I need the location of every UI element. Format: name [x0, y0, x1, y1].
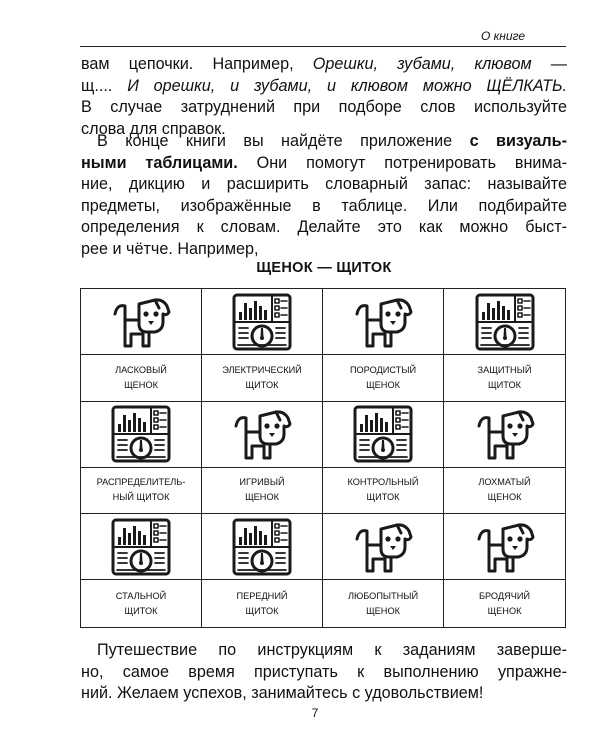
cell-caption [81, 354, 201, 401]
caption-line: НЫЙ ЩИТОК [112, 492, 170, 503]
caption-line: ЩЕНОК [487, 605, 522, 616]
table-cell [444, 289, 565, 402]
header-rule [80, 46, 566, 47]
table-cell [323, 289, 444, 402]
caption-line: ЩЕНОК [366, 379, 400, 390]
text-line: определения к словам. Делайте это как можно быст- [81, 218, 567, 237]
caption-line: ЗАЩИТНЫЙ [477, 364, 532, 375]
caption-line: ПОРОДИСТЫЙ [349, 364, 417, 375]
visual-table [80, 288, 566, 628]
caption-line: ЩИТОК [488, 379, 521, 390]
caption-line: ЩЕНОК [366, 605, 400, 616]
text-line: ными таблицами. Они помогут потренировать внима- [81, 153, 567, 172]
control-panel-icon [323, 402, 443, 467]
caption-line: ЩИТОК [245, 379, 279, 390]
text-line: но, самое время приступать к выполнению упражне- [81, 662, 567, 681]
caption-line: ЩЕНОК [124, 379, 158, 390]
caption-line: ЩИТОК [124, 605, 158, 616]
cell-caption [323, 354, 443, 401]
puppy-icon [444, 402, 565, 467]
puppy-icon [444, 514, 565, 579]
table-cell [81, 289, 202, 402]
control-panel-icon [444, 289, 565, 354]
cell-caption [202, 467, 322, 514]
text-line: ний. Желаем успехов, занимайтесь с удовольствием! [81, 684, 484, 703]
caption-line: ЛОХМАТЫЙ [478, 477, 531, 488]
caption-line: ЩЕНОК [245, 492, 279, 503]
table-cell [323, 402, 444, 515]
puppy-icon [81, 289, 201, 354]
header-title: О книге [480, 29, 526, 43]
cell-caption [323, 467, 443, 514]
control-panel-icon [202, 289, 322, 354]
table-cell [202, 289, 323, 402]
table-cell [202, 514, 323, 627]
caption-line: ЩЕНОК [487, 492, 522, 503]
table-cell [444, 402, 565, 515]
caption-line: БРОДЯЧИЙ [478, 590, 531, 601]
text-line: В случае затруднений при подборе слов используйте [81, 98, 567, 117]
text-line: рее и чётче. Например, [81, 239, 259, 258]
text-line: В конце книги вы найдёте приложение с визуаль- [97, 132, 567, 150]
caption-line: ЩИТОК [245, 605, 279, 616]
running-header [0, 29, 568, 43]
table-cell [444, 514, 565, 627]
caption-line: ПЕРЕДНИЙ [236, 590, 288, 601]
table-title: ЩЕНОК — ЩИТОК [256, 260, 392, 276]
cell-caption [81, 579, 201, 627]
cell-caption [202, 579, 322, 627]
cell-caption [444, 579, 565, 627]
puppy-icon [323, 514, 443, 579]
cell-caption [323, 579, 443, 627]
cell-caption [444, 354, 565, 401]
paragraph-intro-continued [81, 54, 567, 140]
cell-caption [444, 467, 565, 514]
table-cell [81, 514, 202, 627]
control-panel-icon [81, 514, 201, 579]
control-panel-icon [202, 514, 322, 579]
text-line: слова для справок. [81, 119, 226, 138]
cell-caption [81, 467, 201, 514]
puppy-icon [323, 289, 443, 354]
text-line: вам цепочки. Например, Орешки, зубами, клювом — [81, 55, 567, 73]
puppy-icon [202, 402, 322, 467]
control-panel-icon [81, 402, 201, 467]
table-cell [202, 402, 323, 515]
caption-line: ЭЛЕКТРИЧЕСКИЙ [222, 364, 302, 375]
text-line: ние, дикцию и расширить словарный запас: называйте [81, 175, 567, 194]
caption-line: СТАЛЬНОЙ [115, 590, 167, 601]
caption-line: КОНТРОЛЬНЫЙ [347, 477, 419, 488]
table-cell [323, 514, 444, 627]
table-cell [81, 402, 202, 515]
caption-line: РАСПРЕДЕЛИТЕЛЬ- [96, 477, 186, 488]
text-line: предметы, изображённые в таблице. Или подбирайте [81, 196, 567, 215]
page-number: 7 [311, 706, 319, 720]
text-line: щ.... И орешки, и зубами, и клювом можно ЩЁЛКАТЬ. [81, 76, 567, 95]
caption-line: ЛАСКОВЫЙ [115, 364, 167, 375]
cell-caption [202, 354, 322, 401]
caption-line: ИГРИВЫЙ [239, 477, 285, 488]
text-line: Путешествие по инструкциям к заданиям заверше- [97, 641, 567, 659]
paragraph-closing [81, 640, 567, 705]
caption-line: ЛЮБОПЫТНЫЙ [347, 590, 419, 601]
paragraph-appendix [81, 131, 567, 261]
caption-line: ЩИТОК [366, 492, 400, 503]
